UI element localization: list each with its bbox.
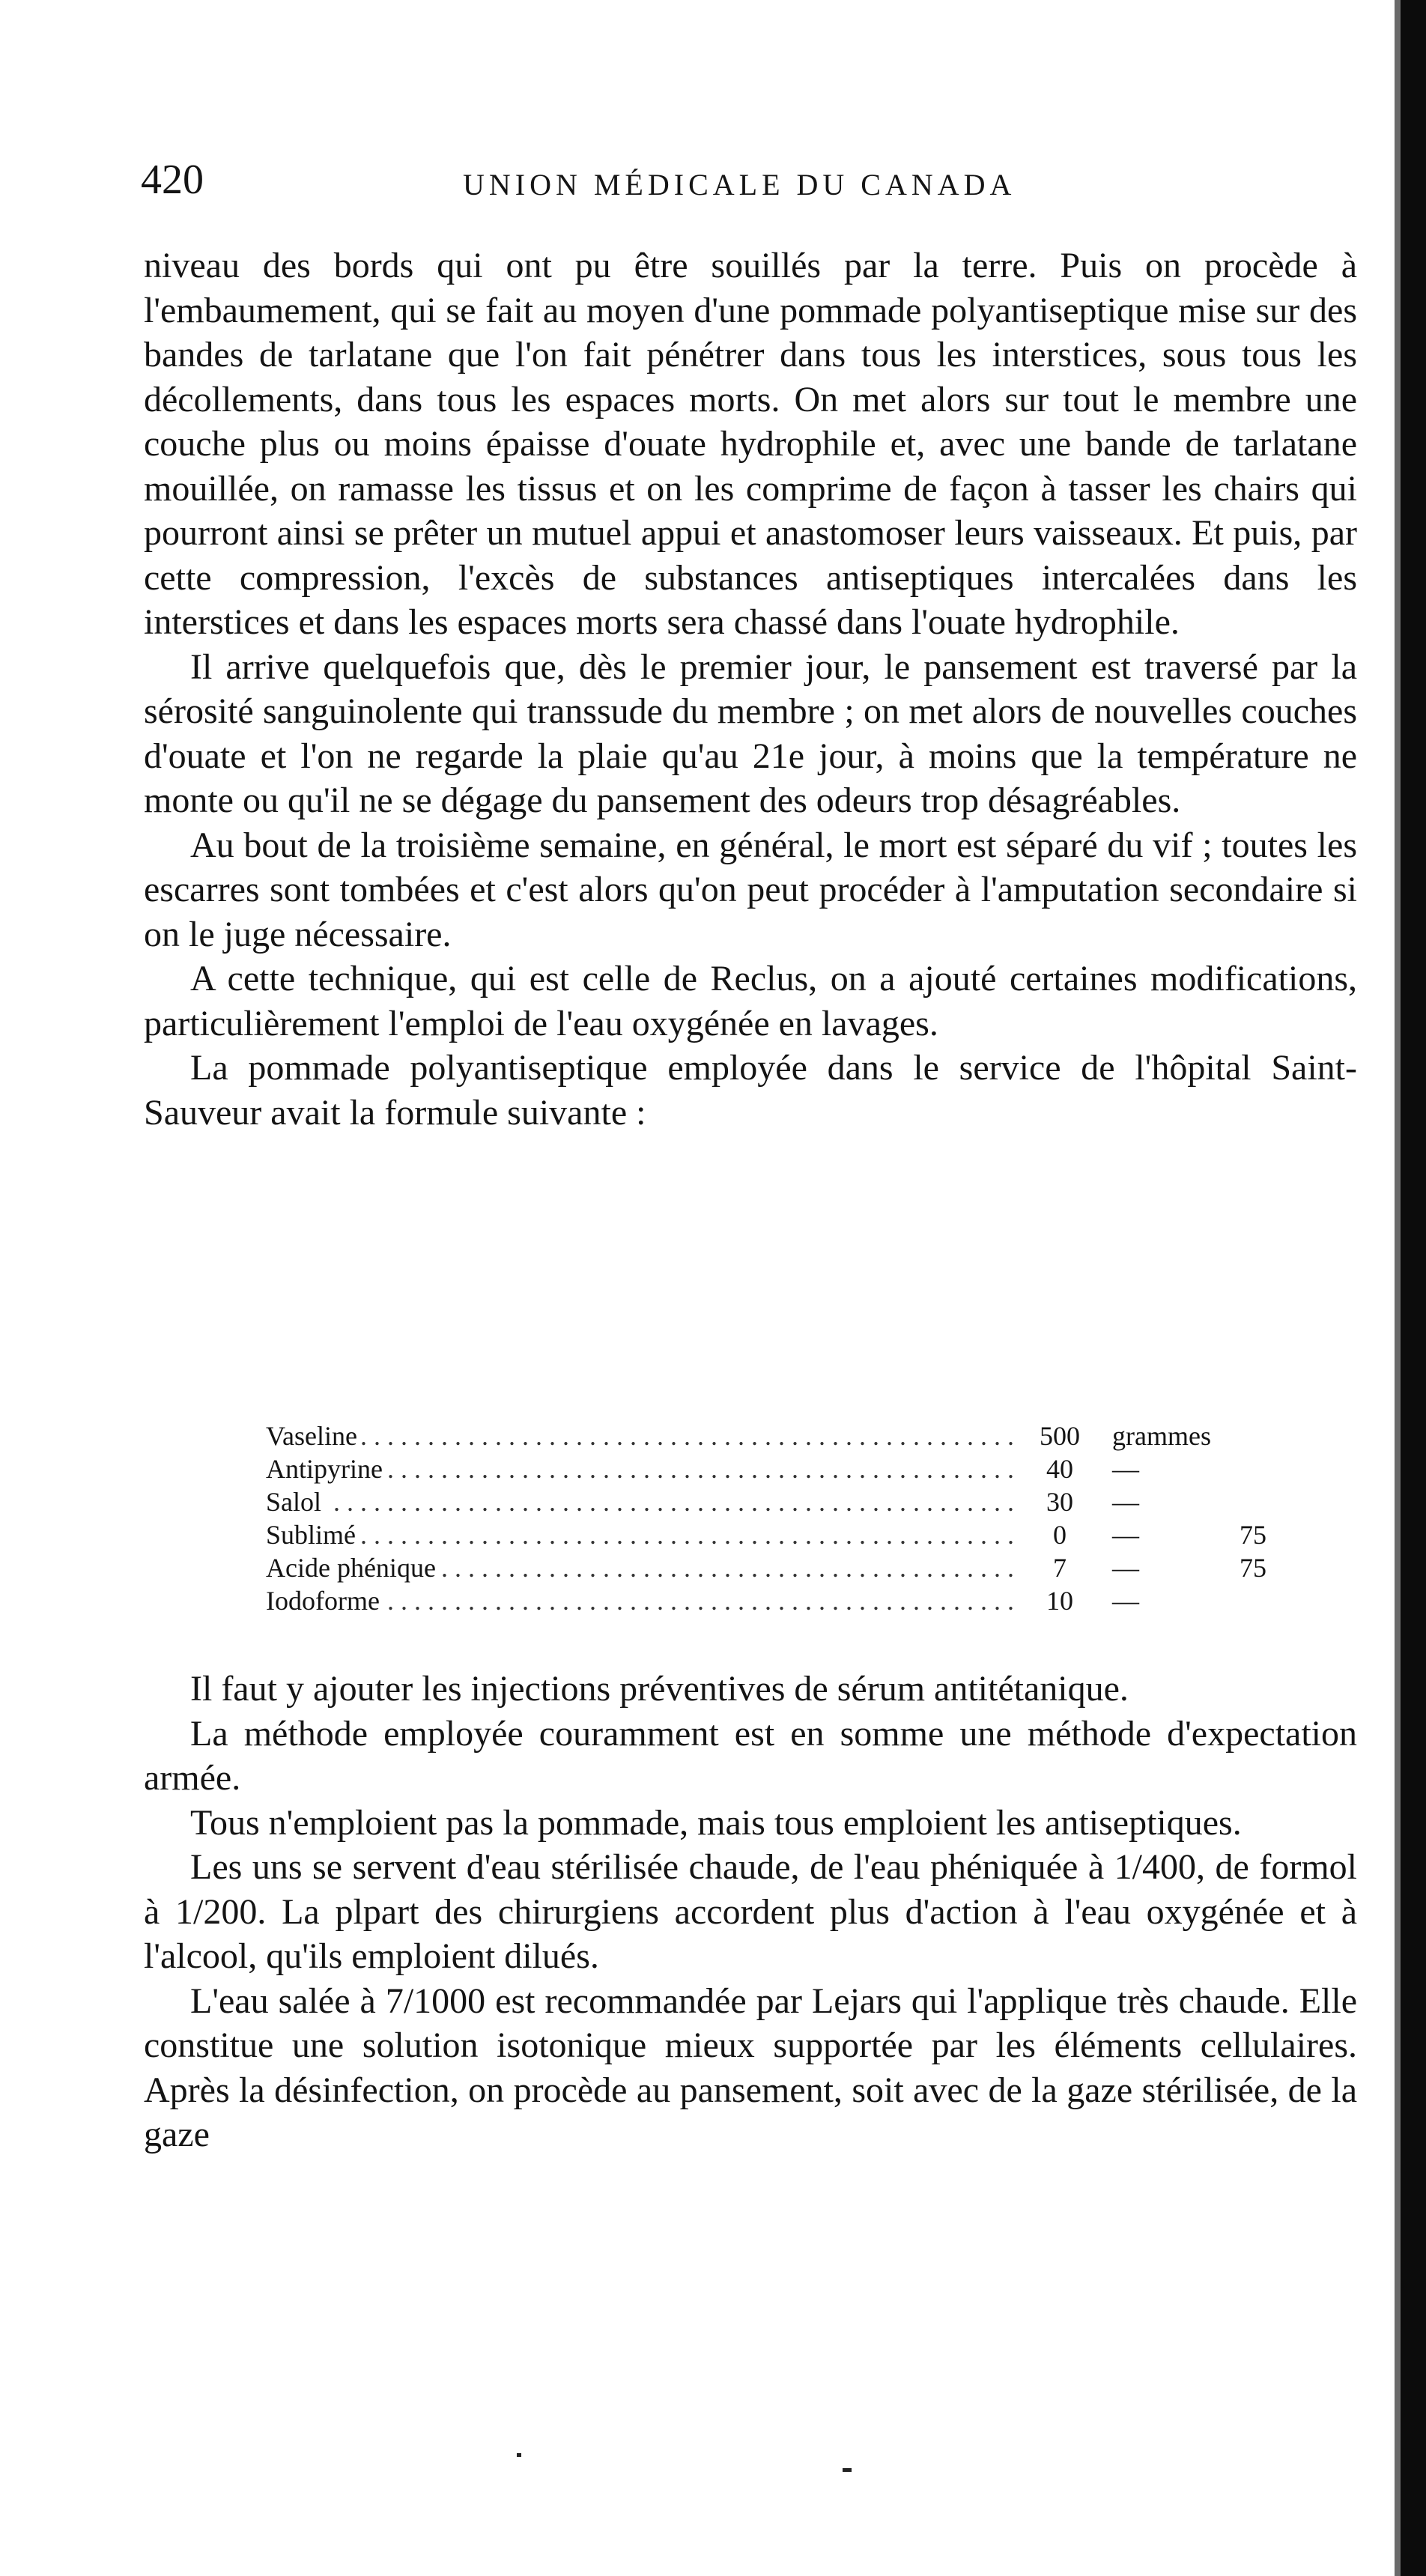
paragraph: L'eau salée à 7/1000 est recommandée par Lejars qui l'applique très chaude. Elle constitue une solution isotonique mieux supportée par les éléments cellulaires. Après la désinfection, on procède au pansement, soit avec de la gaze stérilisée, de la gaze [144,1981,1357,2154]
page-header [141,154,1354,213]
paragraph: Il faut y ajouter les injections préventives de sérum antitétanique. [190,1669,1129,1709]
ingredient-unit: grammes [1112,1421,1211,1451]
ingredient-name: Acide phénique [266,1553,440,1583]
paragraph: Au bout de la troisième semaine, en général, le mort est séparé du vif ; toutes les escarres sont tombées et c'est alors qu'on peut procéder à l'amputation secondaire si on le juge nécessaire. [144,825,1357,954]
paragraph: La méthode employée couramment est en somme une méthode d'expectation armée. [144,1713,1357,1798]
ingredient-name: Salol [266,1487,326,1517]
formula-row [266,1485,1314,1518]
ingredient-quantity: 7 [1015,1551,1105,1584]
paragraph: A cette technique, qui est celle de Reclus, on a ajouté certaines modifications, particulièrement l'emploi de l'eau oxygénée en lavages. [144,959,1357,1043]
ingredient-quantity: 30 [1015,1485,1105,1518]
page-number: 420 [141,157,204,203]
formula-row [266,1518,1314,1551]
ingredient-quantity: 0 [1015,1518,1105,1551]
paragraph: Les uns se servent d'eau stérilisée chaude, de l'eau phéniquée à 1/400, de formol à 1/200. La plpart des chirurgiens accordent plus d'action à l'eau oxygénée et à l'alcool, qu'ils emploient dilués. [144,1847,1357,1976]
ingredient-unit: — [1112,1487,1139,1517]
ingredient-quantity: 40 [1015,1452,1105,1485]
paragraph: Tous n'emploient pas la pommade, mais tous emploient les antiseptiques. [190,1802,1242,1843]
ingredient-unit: — [1112,1454,1139,1484]
formula-row [266,1584,1314,1617]
dot-leader [266,1485,1015,1518]
scan-speck [517,2453,521,2457]
body-text-top [144,243,1357,1135]
paragraph: Il arrive quelquefois que, dès le premier jour, le pansement est traversé par la sérosité sanguinolente qui transsude du membre ; on met alors de nouvelles couches d'ouate et l'on ne regarde la plaie qu'au 21e jour, à moins que la température ne monte ou qu'il ne se dégage du pansement des odeurs trop désagréables. [144,646,1357,820]
formula-row [266,1551,1314,1584]
formula-table [266,1419,1314,1617]
formula-row [266,1452,1314,1485]
dot-leader [266,1419,1015,1452]
ingredient-name: Sublimé [266,1520,360,1550]
dot-leader [266,1518,1015,1551]
page-binding-edge [1401,0,1426,2576]
ingredient-unit: — [1112,1586,1139,1616]
ingredient-fraction: 75 [1240,1520,1266,1550]
formula-row [266,1419,1314,1452]
page-edge-shadow [1395,0,1401,2576]
ingredient-unit: — [1112,1520,1139,1550]
paragraph: niveau des bords qui ont pu être souillés par la terre. Puis on procède à l'embaumement, qui se fait au moyen d'une pommade polyantiseptique mise sur des bandes de tarlatane que l'on fait pénétrer dans tous les interstices, sous tous les décollements, dans tous les espaces morts. On met alors sur tout le membre une couche plus ou moins épaisse d'ouate hydrophile et, avec une bande de tarlatane mouillée, on ramasse les tissus et on les comprime de façon à tasser les chairs qui pourront ainsi se prêter un mutuel appui et anastomoser leurs vaisseaux. Et puis, par cette compression, l'excès de substances antiseptiques intercalées dans les interstices et dans les espaces morts sera chassé dans l'ouate hydrophile. [144,246,1357,642]
ingredient-quantity: 500 [1015,1419,1105,1452]
ingredient-quantity: 10 [1015,1584,1105,1617]
running-title: UNION MÉDICALE DU CANADA [463,168,1016,201]
ingredient-name: Antipyrine [266,1454,387,1484]
ingredient-fraction: 75 [1240,1553,1266,1583]
paragraph: La pommade polyantiseptique employée dans le service de l'hôpital Saint-Sauveur avait la formule suivante : [144,1048,1357,1133]
ingredient-name: Vaseline [266,1421,362,1451]
scan-speck [843,2468,852,2472]
ingredient-name: Iodoforme [266,1586,384,1616]
ingredient-unit: — [1112,1553,1139,1583]
body-text-bottom [144,1667,1357,2157]
